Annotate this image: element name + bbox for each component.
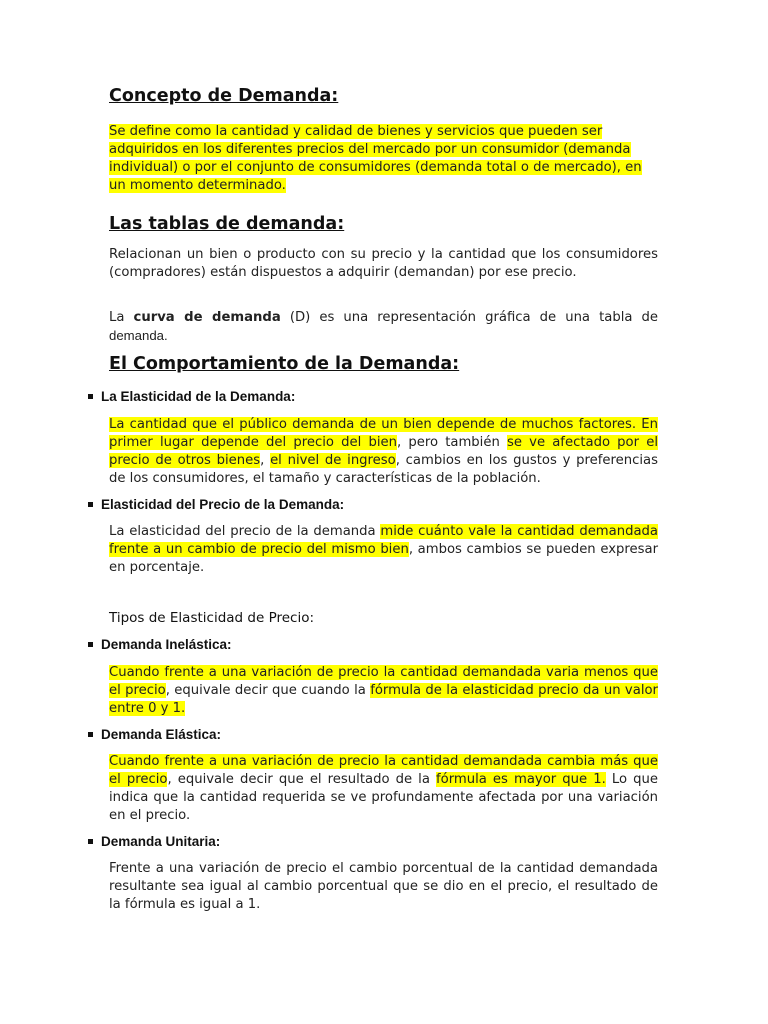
paragraph-concepto: [109, 123, 658, 195]
paragraph-inelastica: Cuando frente a una variación de precio la cantidad demandada varia menos que el precio, equivale decir que cuando la fórmula de la elasticidad precio da un valor entre 0 y 1.: [109, 665, 658, 716]
square-bullet-icon: [88, 732, 93, 737]
paragraph-tablas: Relacionan un bien o producto con su precio y la cantidad que los consumidores (compradores) están dispuestos a adquirir (demandan) por ese precio.: [109, 247, 658, 280]
heading-concepto-demanda: Concepto de Demanda:: [109, 86, 339, 106]
square-bullet-icon: [88, 839, 93, 844]
bullet-demanda-inelastica: Demanda Inelástica:: [88, 637, 232, 652]
paragraph-elastica: Cuando frente a una variación de precio la cantidad demandada cambia más que el precio, equivale decir que el resultado de la fórmula es mayor que 1. Lo que indica que la cantidad requerida se ve profundamente afectada por una variación en el precio.: [109, 754, 658, 823]
paragraph-unitaria: Frente a una variación de precio el cambio porcentual de la cantidad demandada resultante sea igual al cambio porcentual que se dio en el precio, el resultado de la fórmula es igual a 1.: [109, 861, 658, 912]
paragraph-curva: La curva de demanda (D) es una representación gráfica de una tabla de demanda.: [109, 310, 658, 343]
bullet-elasticidad-precio: Elasticidad del Precio de la Demanda:: [88, 497, 344, 512]
highlight-concepto: Se define como la cantidad y calidad de bienes y servicios que pueden ser adquiridos en los diferentes precios del mercado por un consumidor (demanda individual) o por el conjunto de consumidores (demanda total o de mercado), en un momento determinado.: [109, 124, 642, 193]
paragraph-elasticidad-precio: La elasticidad del precio de la demanda mide cuánto vale la cantidad demandada frente a un cambio de precio del mismo bien, ambos cambios se pueden expresar en porcentaje.: [109, 524, 658, 575]
square-bullet-icon: [88, 502, 93, 507]
heading-tipos-elasticidad: Tipos de Elasticidad de Precio:: [109, 610, 315, 626]
bullet-demanda-elastica: Demanda Elástica:: [88, 727, 221, 742]
heading-tablas-demanda: Las tablas de demanda:: [109, 214, 345, 234]
heading-comportamiento: El Comportamiento de la Demanda:: [109, 354, 460, 374]
paragraph-elasticidad: La cantidad que el público demanda de un bien depende de muchos factores. En primer lugar depende del precio del bien, pero también se ve afectado por el precio de otros bienes, el nivel de ingreso, cambios en los gustos y preferencias de los consumidores, el tamaño y características de la población.: [109, 417, 658, 486]
bullet-elasticidad-demanda: La Elasticidad de la Demanda:: [88, 389, 295, 404]
square-bullet-icon: [88, 394, 93, 399]
square-bullet-icon: [88, 642, 93, 647]
curva-demanda-term: curva de demanda: [133, 310, 281, 325]
bullet-demanda-unitaria: Demanda Unitaria:: [88, 834, 220, 849]
